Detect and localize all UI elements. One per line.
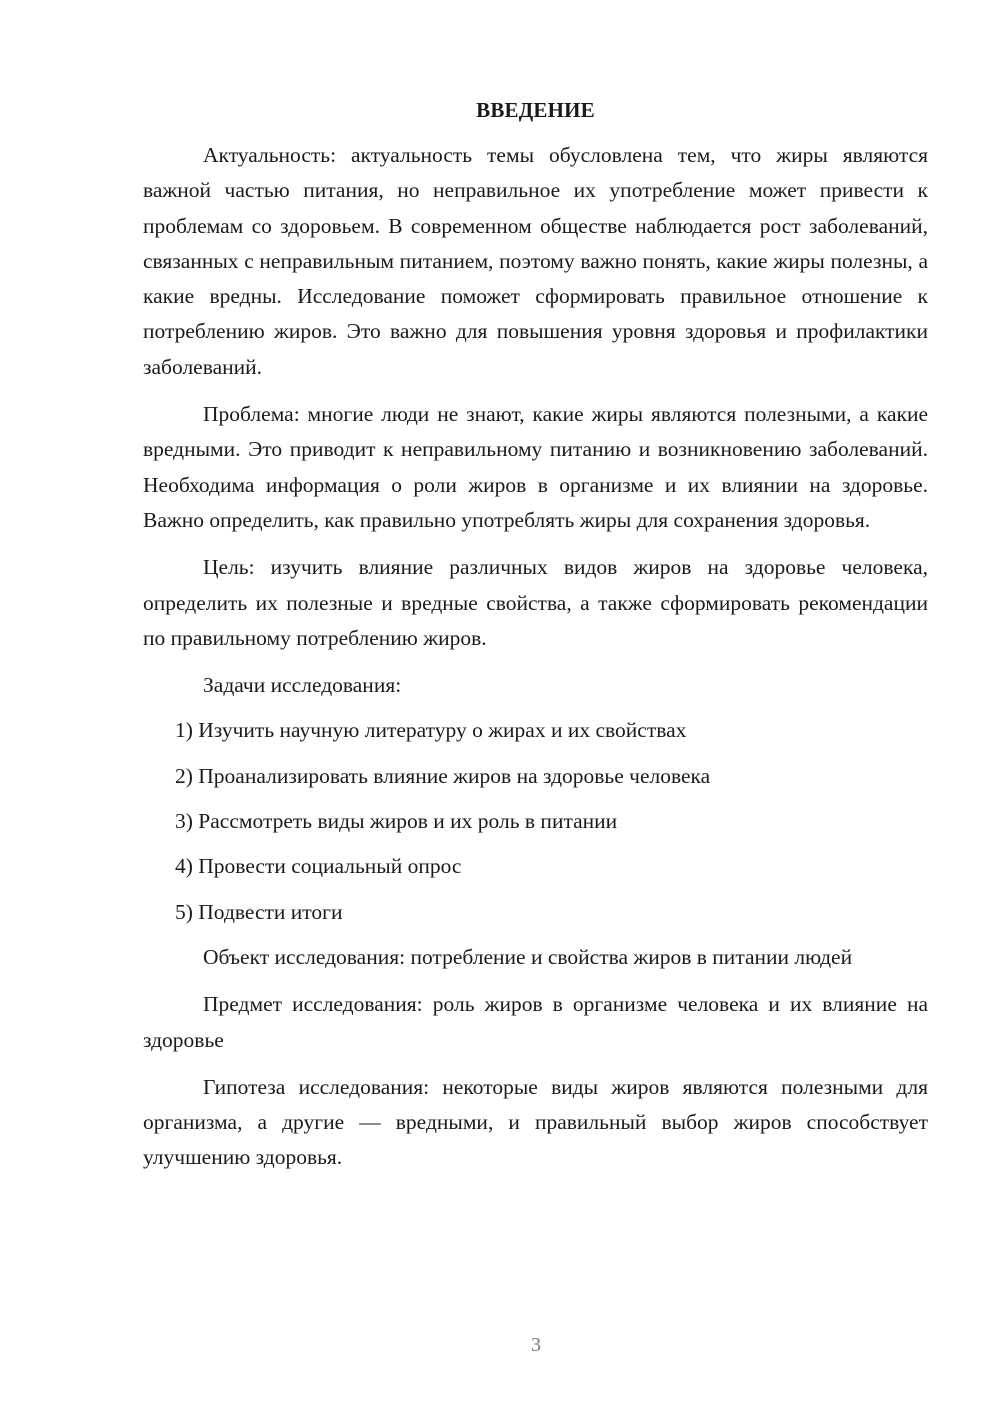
tasks-title: Задачи исследования: [203, 673, 402, 698]
page-number: 3 [531, 1334, 541, 1356]
paragraph-goal: Цель: изучить влияние различных видов жиров на здоровье человека, определить их полезные и вредные свойства, а также сформировать рекомендации по правильному потреблению жиров. [143, 555, 928, 650]
task-item: 5) Подвести итоги [175, 899, 343, 924]
paragraph-relevance: Актуальность: актуальность темы обусловлена тем, что жиры являются важной частью питания, но неправильное их употребление может привести к проблемам со здоровьем. В современном обществе наблюдается рост заболеваний, связанных с неправильным питанием, поэтому важно понять, какие жиры полезны, а какие вредны. Исследование поможет сформировать правильное отношение к потреблению жиров. Это важно для повышения уровня здоровья и профилактики заболеваний. [143, 143, 928, 379]
task-item: 1) Изучить научную литературу о жирах и их свойствах [175, 718, 687, 743]
task-item: 3) Рассмотреть виды жиров и их роль в питании [175, 809, 618, 834]
paragraph-hypothesis: Гипотеза исследования: некоторые виды жиров являются полезными для организма, а другие — вредными, и правильный выбор жиров способствует улучшению здоровья. [143, 1074, 928, 1170]
task-item: 4) Провести социальный опрос [175, 854, 462, 879]
page-content [143, 93, 928, 1176]
paragraph-subject: Предмет исследования: роль жиров в организме человека и их влияние на здоровье [143, 992, 928, 1052]
tasks-list [143, 713, 928, 929]
paragraph-object: Объект исследования: потребление и свойства жиров в питании людей [203, 944, 853, 969]
paragraph-problem: Проблема: многие люди не знают, какие жиры являются полезными, а какие вредными. Это приводит к неправильному питанию и возникновению заболеваний. Необходима информация о роли жиров в организме и их влиянии на здоровье. Важно определить, как правильно употреблять жиры для сохранения здоровья. [143, 402, 928, 532]
task-item: 2) Проанализировать влияние жиров на здоровье человека [175, 763, 711, 788]
section-heading: ВВЕДЕНИЕ [476, 98, 595, 122]
